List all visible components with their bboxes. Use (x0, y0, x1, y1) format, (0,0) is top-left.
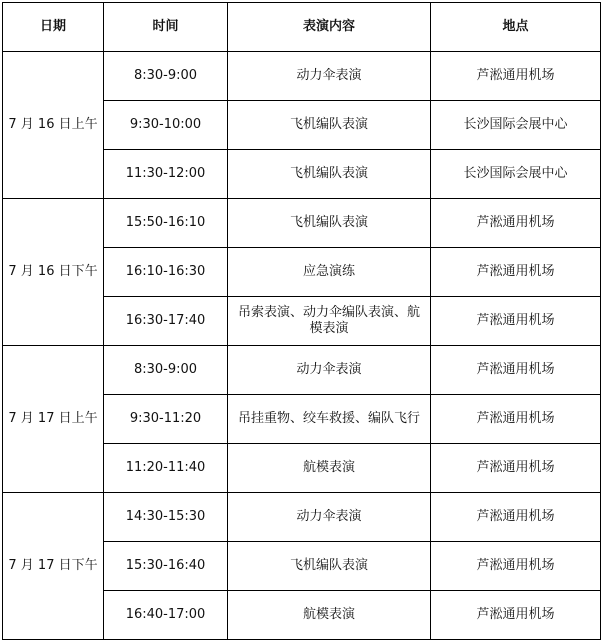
location-cell: 芦淞通用机场 (431, 542, 601, 591)
time-cell: 16:40-17:00 (104, 591, 228, 640)
time-cell: 8:30-9:00 (104, 346, 228, 395)
content-cell: 飞机编队表演 (228, 150, 431, 199)
time-cell: 15:50-16:10 (104, 199, 228, 248)
content-cell: 动力伞表演 (228, 346, 431, 395)
location-cell: 芦淞通用机场 (431, 52, 601, 101)
performance-schedule-table (2, 2, 601, 640)
time-cell: 16:10-16:30 (104, 248, 228, 297)
location-cell: 芦淞通用机场 (431, 297, 601, 346)
content-cell: 航模表演 (228, 444, 431, 493)
content-cell: 航模表演 (228, 591, 431, 640)
table-row (3, 199, 601, 248)
content-cell: 吊索表演、动力伞编队表演、航模表演 (228, 297, 431, 346)
location-cell: 芦淞通用机场 (431, 493, 601, 542)
date-cell: 7 月 17 日下午 (3, 493, 104, 640)
content-cell: 吊挂重物、绞车救援、编队飞行 (228, 395, 431, 444)
table-row (3, 346, 601, 395)
location-cell: 长沙国际会展中心 (431, 150, 601, 199)
table-row (3, 52, 601, 101)
time-cell: 11:30-12:00 (104, 150, 228, 199)
time-cell: 8:30-9:00 (104, 52, 228, 101)
header-date: 日期 (3, 3, 104, 52)
location-cell: 芦淞通用机场 (431, 248, 601, 297)
location-cell: 芦淞通用机场 (431, 395, 601, 444)
date-cell: 7 月 16 日上午 (3, 52, 104, 199)
header-row (3, 3, 601, 52)
content-cell: 飞机编队表演 (228, 101, 431, 150)
time-cell: 9:30-11:20 (104, 395, 228, 444)
header-location: 地点 (431, 3, 601, 52)
location-cell: 芦淞通用机场 (431, 199, 601, 248)
time-cell: 15:30-16:40 (104, 542, 228, 591)
location-cell: 芦淞通用机场 (431, 591, 601, 640)
time-cell: 11:20-11:40 (104, 444, 228, 493)
content-cell: 应急演练 (228, 248, 431, 297)
header-time: 时间 (104, 3, 228, 52)
header-content: 表演内容 (228, 3, 431, 52)
time-cell: 14:30-15:30 (104, 493, 228, 542)
date-cell: 7 月 16 日下午 (3, 199, 104, 346)
content-cell: 动力伞表演 (228, 493, 431, 542)
time-cell: 16:30-17:40 (104, 297, 228, 346)
location-cell: 长沙国际会展中心 (431, 101, 601, 150)
location-cell: 芦淞通用机场 (431, 444, 601, 493)
location-cell: 芦淞通用机场 (431, 346, 601, 395)
table-row (3, 493, 601, 542)
date-cell: 7 月 17 日上午 (3, 346, 104, 493)
content-cell: 动力伞表演 (228, 52, 431, 101)
content-cell: 飞机编队表演 (228, 542, 431, 591)
content-cell: 飞机编队表演 (228, 199, 431, 248)
time-cell: 9:30-10:00 (104, 101, 228, 150)
